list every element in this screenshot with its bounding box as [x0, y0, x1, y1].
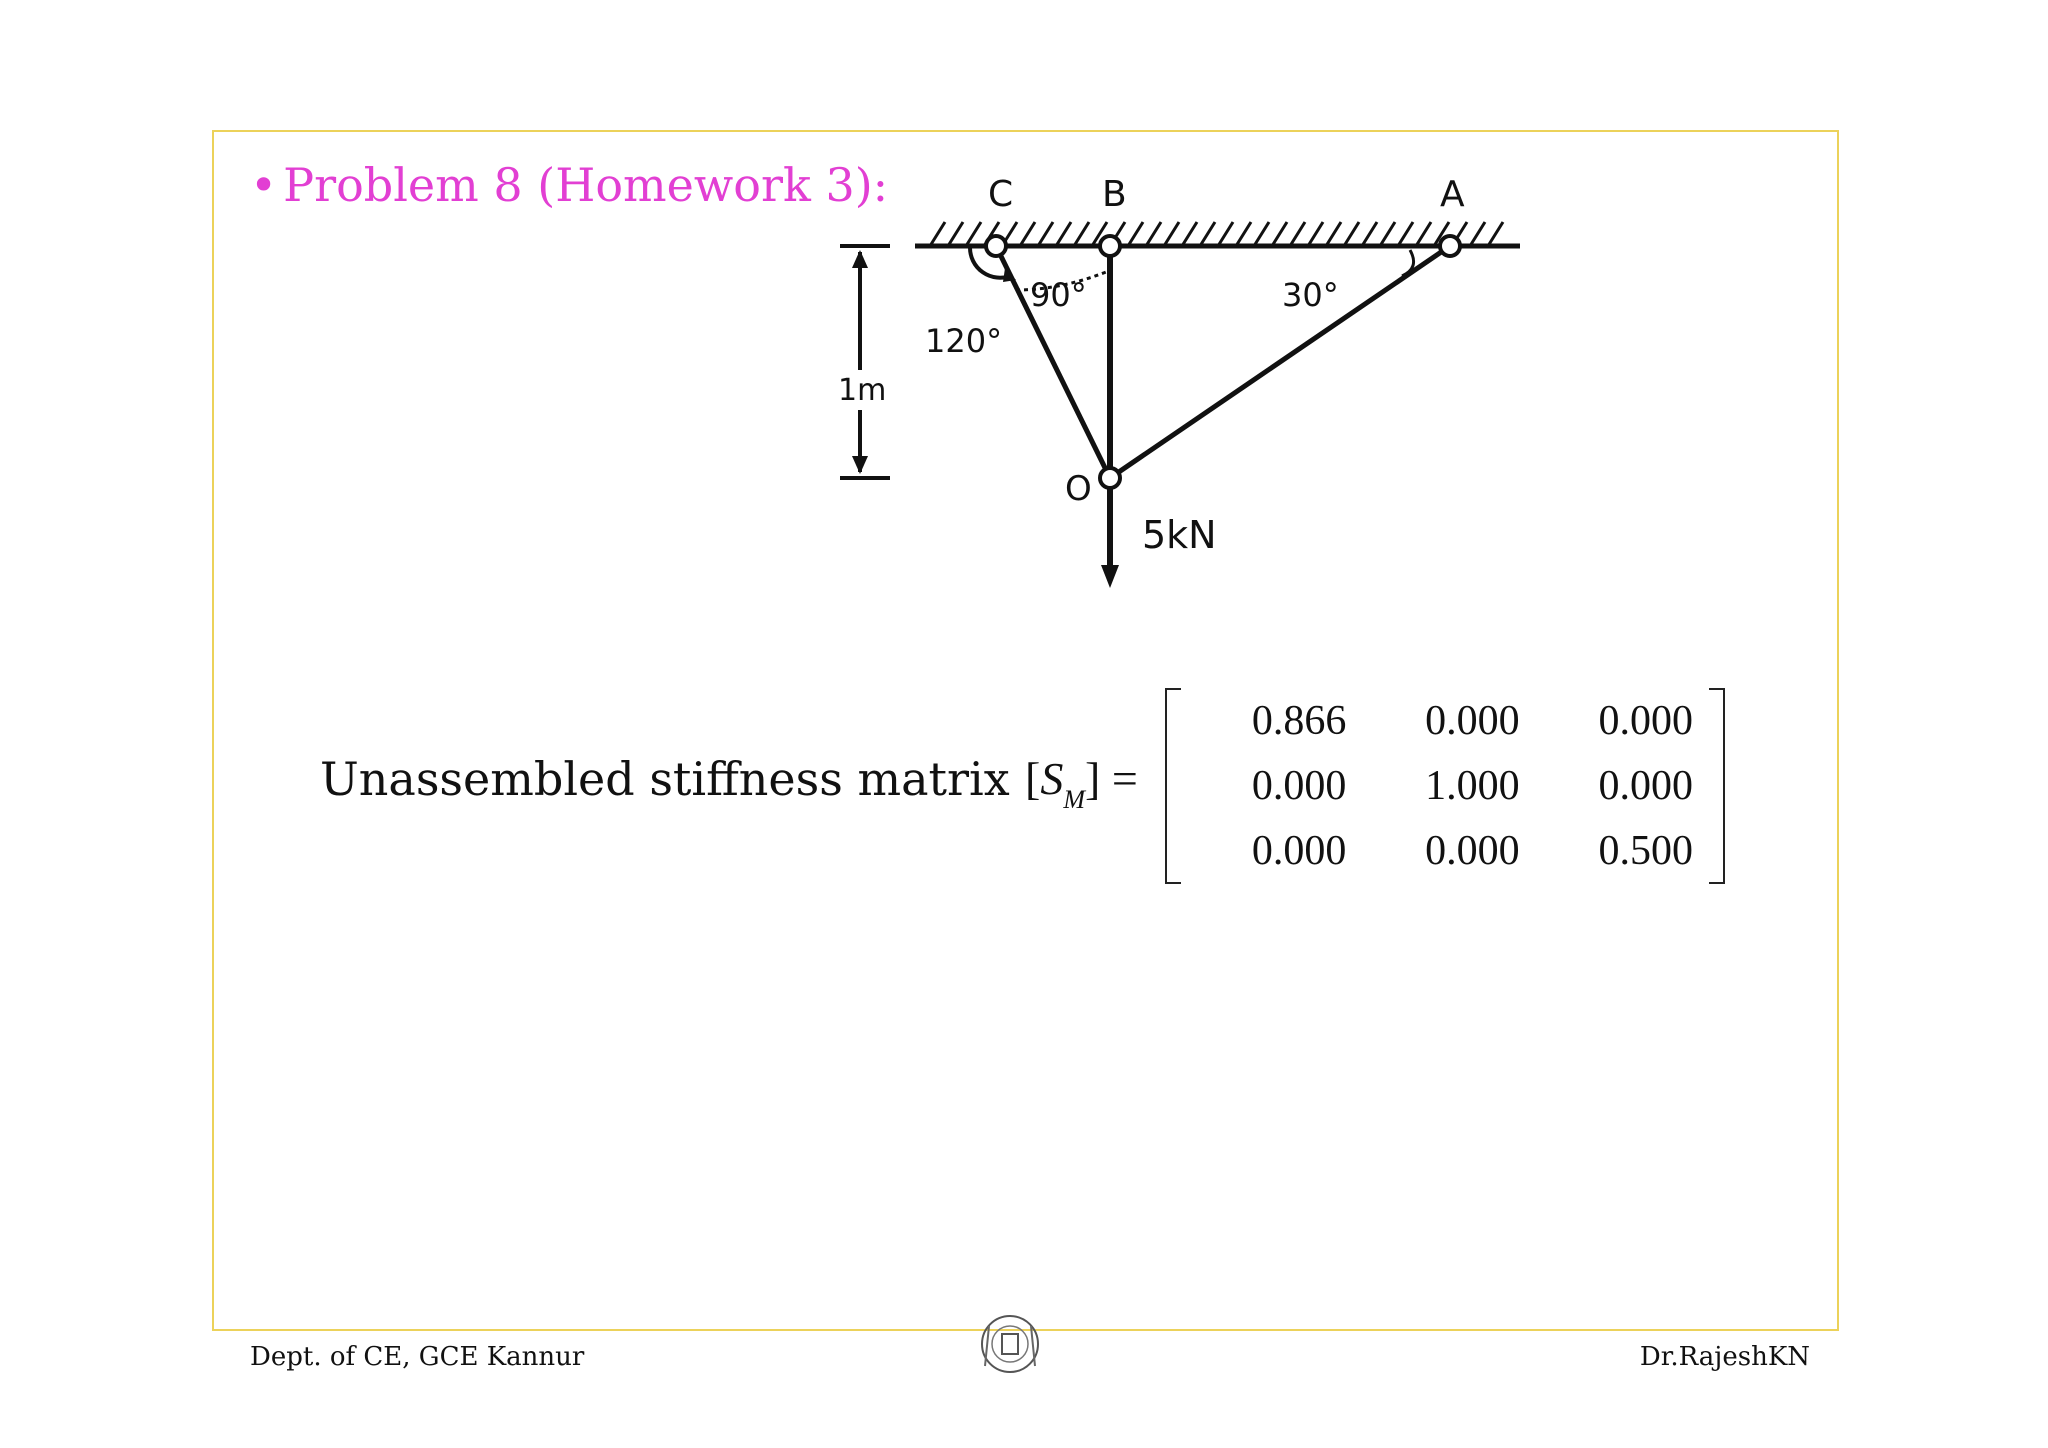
matrix-cell: 0.000 [1598, 762, 1693, 809]
label-a: A [1440, 174, 1465, 215]
matrix-cell: 0.000 [1425, 697, 1520, 744]
matrix-left-bracket [1165, 688, 1181, 884]
stiffness-label: Unassembled stiffness matrix [320, 752, 1010, 806]
stiffness-matrix [1165, 688, 1725, 884]
matrix-row [1187, 753, 1707, 818]
label-height: 1m [838, 373, 887, 408]
matrix-cell: 0.000 [1425, 828, 1520, 875]
problem-title [250, 158, 888, 212]
label-angle-30: 30° [1282, 276, 1339, 314]
matrix-row [1187, 688, 1707, 753]
member-ao [1110, 246, 1450, 478]
bullet-dot: • [250, 158, 278, 212]
matrix-table [1187, 688, 1707, 884]
matrix-cell: 0.000 [1598, 697, 1693, 744]
label-angle-120: 120° [925, 322, 1003, 360]
college-logo-icon [975, 1306, 1045, 1386]
footer-author: Dr.RajeshKN [1639, 1342, 1810, 1372]
label-c: C [988, 174, 1014, 215]
matrix-symbol: S [1040, 753, 1064, 804]
label-o: O [1065, 469, 1092, 509]
joint-o [1100, 468, 1120, 488]
problem-title-text: Problem 8 (Homework 3): [283, 158, 889, 212]
label-load: 5kN [1142, 513, 1217, 557]
joint-a [1440, 236, 1460, 256]
joint-b [1100, 236, 1120, 256]
dim-arrow-down [852, 456, 868, 474]
label-angle-90: 90° [1030, 276, 1087, 314]
truss-diagram [820, 160, 1540, 600]
matrix-right-bracket [1709, 688, 1725, 884]
footer-department: Dept. of CE, GCE Kannur [250, 1342, 585, 1372]
matrix-cell: 0.500 [1598, 828, 1693, 875]
label-b: B [1102, 174, 1127, 215]
matrix-lhs: $[S_M]$ = [1025, 753, 1138, 814]
matrix-subscript: M [1063, 785, 1085, 814]
matrix-cell: 0.000 [1251, 828, 1347, 875]
dim-arrow-up [852, 250, 868, 268]
matrix-row [1187, 819, 1707, 884]
matrix-cell: 0.866 [1251, 697, 1347, 744]
load-arrow-head [1101, 565, 1119, 588]
ceiling-hatch [930, 222, 1503, 246]
matrix-cell: 0.000 [1251, 762, 1347, 809]
matrix-cell: 1.000 [1425, 762, 1520, 809]
joint-c [986, 236, 1006, 256]
